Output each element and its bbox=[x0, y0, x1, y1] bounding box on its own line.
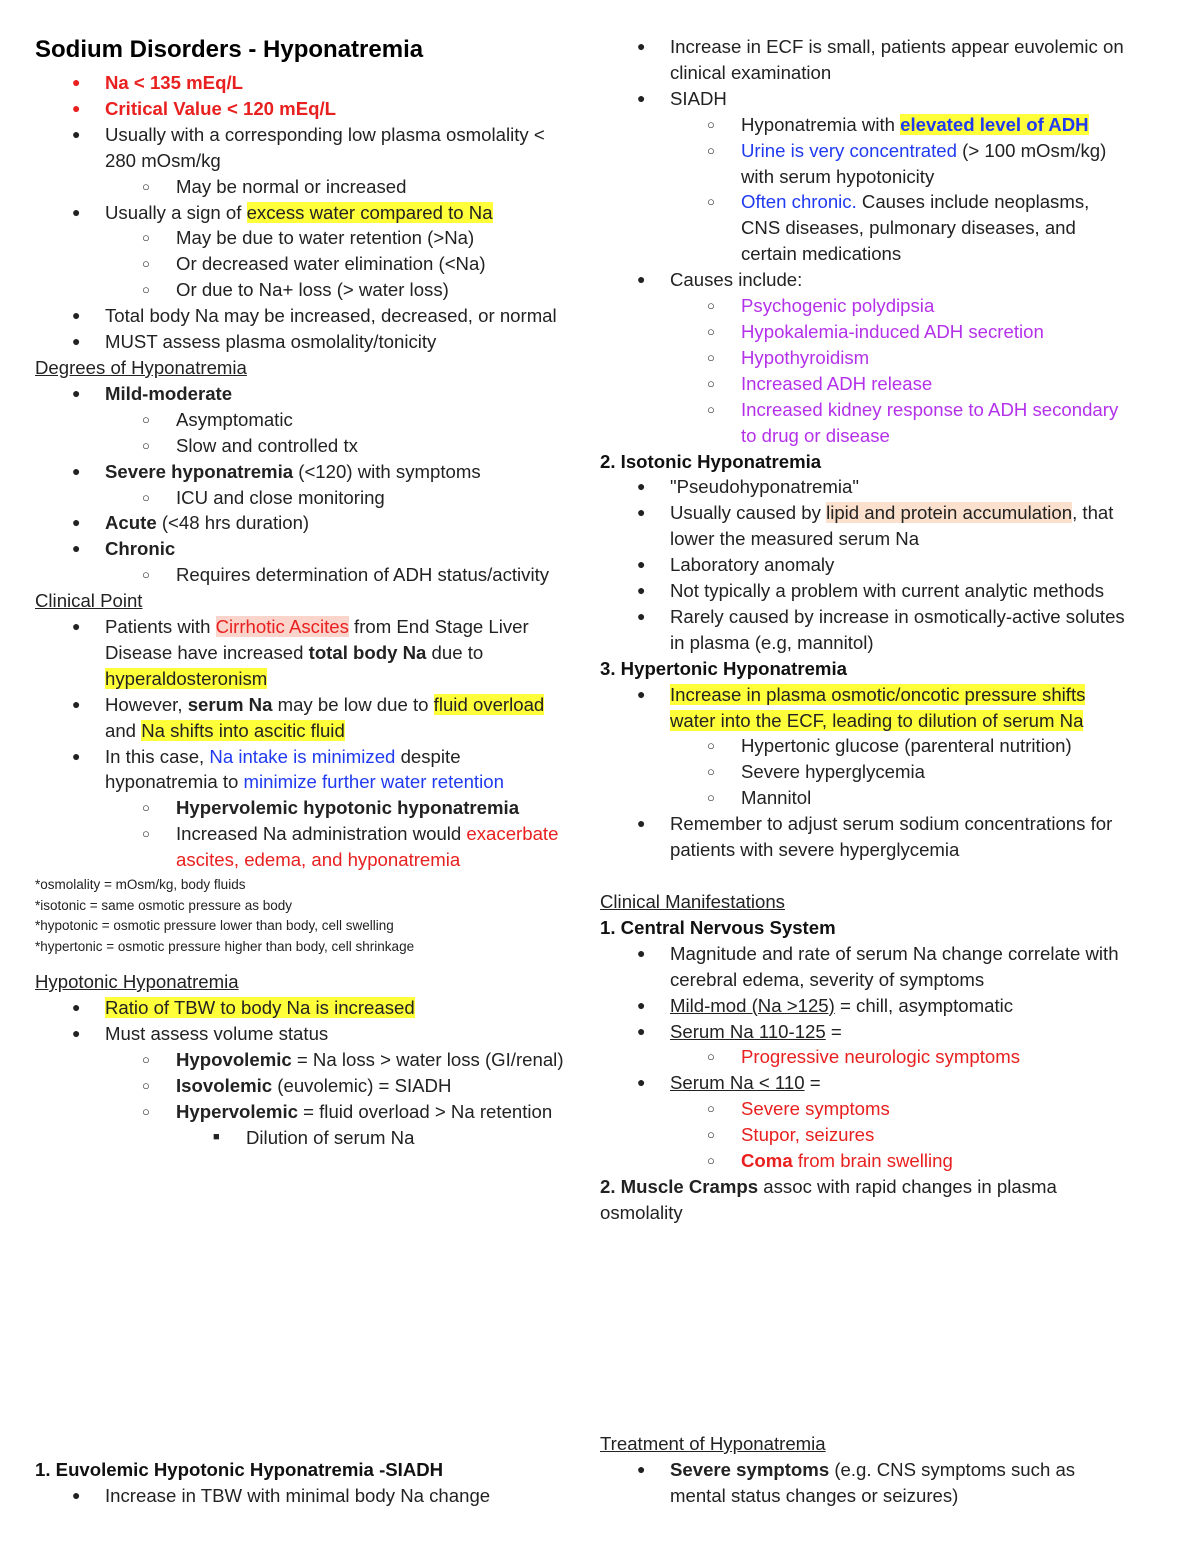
list-item: ○ ICU and close monitoring bbox=[35, 485, 595, 511]
bullet-icon: ● bbox=[637, 89, 646, 106]
circle-bullet-icon: ○ bbox=[142, 826, 150, 842]
list-item: ○ Urine is very concentrated (> 100 mOsm/kg) bbox=[600, 138, 1165, 164]
bullet-icon: ● bbox=[72, 462, 81, 479]
bullet-icon: ● bbox=[72, 540, 81, 557]
bullet-icon: ● bbox=[72, 747, 81, 764]
list-item: ○ Stupor, seizures bbox=[600, 1122, 1165, 1148]
list-item: ■ Dilution of serum Na bbox=[35, 1125, 595, 1151]
bullet-icon: ● bbox=[72, 1024, 81, 1041]
circle-bullet-icon: ○ bbox=[142, 437, 150, 453]
list-item: ● Not typically a problem with current analytic methods bbox=[600, 578, 1165, 604]
bullet-icon: ● bbox=[637, 1074, 646, 1091]
note: *hypertonic = osmotic pressure higher than body, cell shrinkage bbox=[35, 938, 415, 954]
list-item-cont: hyperaldosteronism bbox=[105, 667, 268, 689]
list-item-cont: clinical examination bbox=[670, 61, 832, 83]
list-item: ● Laboratory anomaly bbox=[600, 552, 1165, 578]
note: *hypotonic = osmotic pressure lower than body, cell swelling bbox=[35, 918, 394, 934]
bullet-icon: ● bbox=[637, 1022, 646, 1039]
list-item: ● SIADH bbox=[600, 86, 1165, 112]
circle-bullet-icon: ○ bbox=[707, 1153, 715, 1169]
list-item: ● Ratio of TBW to body Na is increased bbox=[35, 995, 595, 1021]
list-item: ● Mild-mod (Na >125) = chill, asymptomatic bbox=[600, 993, 1165, 1019]
list-item: ● "Pseudohyponatremia" bbox=[600, 474, 1165, 500]
bullet-icon: ● bbox=[637, 685, 646, 702]
bullet-icon: ● bbox=[72, 203, 81, 220]
bullet-icon: ● bbox=[637, 944, 646, 961]
list-item: ○ Hypothyroidism bbox=[600, 345, 1165, 371]
right-column bbox=[600, 34, 1165, 1226]
bullet-icon: ● bbox=[72, 125, 81, 142]
bullet-icon: ● bbox=[72, 618, 81, 635]
list-item: ○ May be due to water retention (>Na) bbox=[35, 225, 595, 251]
circle-bullet-icon: ○ bbox=[707, 142, 715, 158]
bullet-icon: ● bbox=[72, 514, 81, 531]
circle-bullet-icon: ○ bbox=[142, 1051, 150, 1067]
list-item: ○ Hypovolemic = Na loss > water loss (GI/renal) bbox=[35, 1047, 595, 1073]
list-item: ○ Increased Na administration would exacerbate bbox=[35, 821, 595, 847]
circle-bullet-icon: ○ bbox=[707, 116, 715, 132]
list-item: ● Severe hyponatremia (<120) with symptoms bbox=[35, 459, 595, 485]
circle-bullet-icon: ○ bbox=[142, 411, 150, 427]
note: *isotonic = same osmotic pressure as body bbox=[35, 897, 292, 913]
list-item-cont: and Na shifts into ascitic fluid bbox=[105, 719, 345, 741]
bullet-icon: ● bbox=[637, 478, 646, 495]
list-item: ○ Hypertonic glucose (parenteral nutrition) bbox=[600, 733, 1165, 759]
list-item: ○ Progressive neurologic symptoms bbox=[600, 1044, 1165, 1070]
bullet-icon: ● bbox=[637, 996, 646, 1013]
list-item: ● Total body Na may be increased, decreased, or normal bbox=[35, 303, 595, 329]
circle-bullet-icon: ○ bbox=[142, 1103, 150, 1119]
list-item-cont: Disease have increased total body Na due to bbox=[105, 641, 484, 663]
list-item: ○ Or decreased water elimination (<Na) bbox=[35, 251, 595, 277]
list-item-cont: mental status changes or seizures) bbox=[670, 1484, 959, 1506]
circle-bullet-icon: ○ bbox=[142, 282, 150, 298]
list-item-cont: certain medications bbox=[741, 243, 902, 265]
list-item: ● Na < 135 mEq/L bbox=[35, 70, 595, 96]
square-bullet-icon: ■ bbox=[213, 1130, 220, 1143]
list-item: ○ Hypervolemic = fluid overload > Na retention bbox=[35, 1099, 595, 1125]
list-item-cont: to drug or disease bbox=[741, 424, 890, 446]
section-heading: Treatment of Hyponatremia bbox=[600, 1433, 826, 1454]
list-item-cont: 280 mOsm/kg bbox=[105, 149, 221, 171]
circle-bullet-icon: ○ bbox=[707, 298, 715, 314]
bullet-icon: ● bbox=[637, 504, 646, 521]
circle-bullet-icon: ○ bbox=[707, 194, 715, 210]
list-item-cont: ascites, edema, and hyponatremia bbox=[176, 849, 461, 871]
subsection-heading: 1. Central Nervous System bbox=[600, 916, 836, 938]
circle-bullet-icon: ○ bbox=[707, 1101, 715, 1117]
circle-bullet-icon: ○ bbox=[142, 800, 150, 816]
list-item: ● Serum Na 110-125 = bbox=[600, 1019, 1165, 1045]
list-item-cont: patients with severe hyperglycemia bbox=[670, 839, 960, 861]
list-item: ● Rarely caused by increase in osmotically-active solutes bbox=[600, 604, 1165, 630]
circle-bullet-icon: ○ bbox=[707, 349, 715, 365]
euvolemic-section bbox=[35, 1457, 595, 1509]
list-item: ● Critical Value < 120 mEq/L bbox=[35, 96, 595, 122]
circle-bullet-icon: ○ bbox=[707, 375, 715, 391]
list-item: ● Chronic bbox=[35, 536, 595, 562]
list-item: ● Serum Na < 110 = bbox=[600, 1070, 1165, 1096]
bullet-icon: ● bbox=[637, 38, 646, 54]
section-heading: 2. Isotonic Hyponatremia bbox=[600, 450, 822, 472]
circle-bullet-icon: ○ bbox=[707, 323, 715, 339]
list-item: ○ Slow and controlled tx bbox=[35, 433, 595, 459]
list-item: ○ Hyponatremia with elevated level of ADH bbox=[600, 112, 1165, 138]
left-column bbox=[35, 30, 595, 1150]
section-heading: Hypotonic Hyponatremia bbox=[35, 971, 239, 993]
bullet-icon: ● bbox=[637, 607, 646, 624]
circle-bullet-icon: ○ bbox=[707, 764, 715, 780]
list-item: ○ Often chronic. Causes include neoplasms, bbox=[600, 189, 1165, 215]
list-item: ● Magnitude and rate of serum Na change correlate with bbox=[600, 941, 1165, 967]
list-item: ● Usually a sign of excess water compared to Na bbox=[35, 200, 595, 226]
bullet-icon: ● bbox=[637, 1460, 646, 1477]
list-item: ○ Severe symptoms bbox=[600, 1096, 1165, 1122]
section-heading: Degrees of Hyponatremia bbox=[35, 356, 247, 378]
list-item: ○ Asymptomatic bbox=[35, 407, 595, 433]
list-item: ○ Hypokalemia-induced ADH secretion bbox=[600, 319, 1165, 345]
list-item: ● Patients with Cirrhotic Ascites from End Stage Liver bbox=[35, 614, 595, 640]
list-item: ○ Or due to Na+ loss (> water loss) bbox=[35, 277, 595, 303]
list-item-cont: cerebral edema, severity of symptoms bbox=[670, 968, 985, 990]
section-heading: Clinical Point bbox=[35, 590, 143, 612]
section-heading: Clinical Manifestations bbox=[600, 891, 785, 912]
list-item-cont: osmolality bbox=[600, 1201, 683, 1223]
circle-bullet-icon: ○ bbox=[142, 230, 150, 246]
circle-bullet-icon: ○ bbox=[142, 567, 150, 583]
circle-bullet-icon: ○ bbox=[142, 489, 150, 505]
list-item: ● Increase in plasma osmotic/oncotic pressure shifts bbox=[600, 682, 1165, 708]
list-item: ○ Requires determination of ADH status/activity bbox=[35, 562, 595, 588]
page-title: Sodium Disorders - Hyponatremia bbox=[35, 36, 424, 63]
treatment-section bbox=[600, 1431, 1165, 1509]
bullet-icon: ● bbox=[72, 333, 81, 350]
list-item: ● However, serum Na may be low due to fluid overload bbox=[35, 692, 595, 718]
circle-bullet-icon: ○ bbox=[707, 1127, 715, 1143]
list-item: ● Increase in TBW with minimal body Na change bbox=[35, 1483, 595, 1509]
circle-bullet-icon: ○ bbox=[707, 738, 715, 754]
bullet-icon: ● bbox=[72, 74, 81, 90]
list-item: ○ Increased kidney response to ADH secondary bbox=[600, 397, 1165, 423]
list-item: ○ Psychogenic polydipsia bbox=[600, 293, 1165, 319]
circle-bullet-icon: ○ bbox=[707, 401, 715, 417]
list-item: ● Increase in ECF is small, patients appear euvolemic on bbox=[600, 34, 1165, 60]
bullet-icon: ● bbox=[637, 815, 646, 832]
list-item: ○ Isovolemic (euvolemic) = SIADH bbox=[35, 1073, 595, 1099]
bullet-icon: ● bbox=[72, 999, 81, 1015]
list-item: ● Usually with a corresponding low plasma osmolality < bbox=[35, 122, 595, 148]
section-heading: 3. Hypertonic Hyponatremia bbox=[600, 657, 847, 679]
bullet-icon: ● bbox=[72, 1486, 81, 1503]
bullet-icon: ● bbox=[72, 384, 81, 401]
list-item: ○ Mannitol bbox=[600, 785, 1165, 811]
list-item: ● MUST assess plasma osmolality/tonicity bbox=[35, 329, 595, 355]
circle-bullet-icon: ○ bbox=[142, 178, 150, 194]
bullet-icon: ● bbox=[637, 582, 646, 599]
list-item: 2. Muscle Cramps assoc with rapid changes in plasma bbox=[600, 1175, 1057, 1197]
list-item: ○ Increased ADH release bbox=[600, 371, 1165, 397]
list-item-cont: lower the measured serum Na bbox=[670, 528, 920, 550]
circle-bullet-icon: ○ bbox=[707, 790, 715, 806]
list-item: ● Causes include: bbox=[600, 267, 1165, 293]
list-item: ● In this case, Na intake is minimized despite bbox=[35, 744, 595, 770]
list-item-cont: CNS diseases, pulmonary diseases, and bbox=[741, 217, 1076, 239]
list-item: ○ Coma from brain swelling bbox=[600, 1148, 1165, 1174]
list-item-cont: water into the ECF, leading to dilution of serum Na bbox=[670, 709, 1084, 731]
bullet-icon: ● bbox=[72, 307, 81, 324]
bullet-icon: ● bbox=[637, 556, 646, 573]
circle-bullet-icon: ○ bbox=[142, 1077, 150, 1093]
list-item-cont: hyponatremia to minimize further water retention bbox=[105, 771, 504, 793]
list-item-cont: with serum hypotonicity bbox=[741, 165, 935, 187]
circle-bullet-icon: ○ bbox=[707, 1049, 715, 1065]
list-item: ○ May be normal or increased bbox=[35, 174, 595, 200]
list-item: ● Must assess volume status bbox=[35, 1021, 595, 1047]
bullet-icon: ● bbox=[72, 695, 81, 712]
list-item: ● Acute (<48 hrs duration) bbox=[35, 510, 595, 536]
list-item: ○ Severe hyperglycemia bbox=[600, 759, 1165, 785]
note: *osmolality = mOsm/kg, body fluids bbox=[35, 877, 246, 893]
list-item: ● Mild-moderate bbox=[35, 381, 595, 407]
list-item-cont: in plasma (e.g, mannitol) bbox=[670, 631, 874, 653]
list-item: ○ Hypervolemic hypotonic hyponatremia bbox=[35, 795, 595, 821]
list-item: ● Remember to adjust serum sodium concentrations for bbox=[600, 811, 1165, 837]
list-item: ● Usually caused by lipid and protein accumulation, that bbox=[600, 500, 1165, 526]
list-item: ● Severe symptoms (e.g. CNS symptoms such as bbox=[600, 1457, 1165, 1483]
circle-bullet-icon: ○ bbox=[142, 256, 150, 272]
bullet-icon: ● bbox=[637, 271, 646, 288]
bullet-icon: ● bbox=[72, 99, 81, 116]
section-heading: 1. Euvolemic Hypotonic Hyponatremia -SIADH bbox=[35, 1459, 444, 1480]
